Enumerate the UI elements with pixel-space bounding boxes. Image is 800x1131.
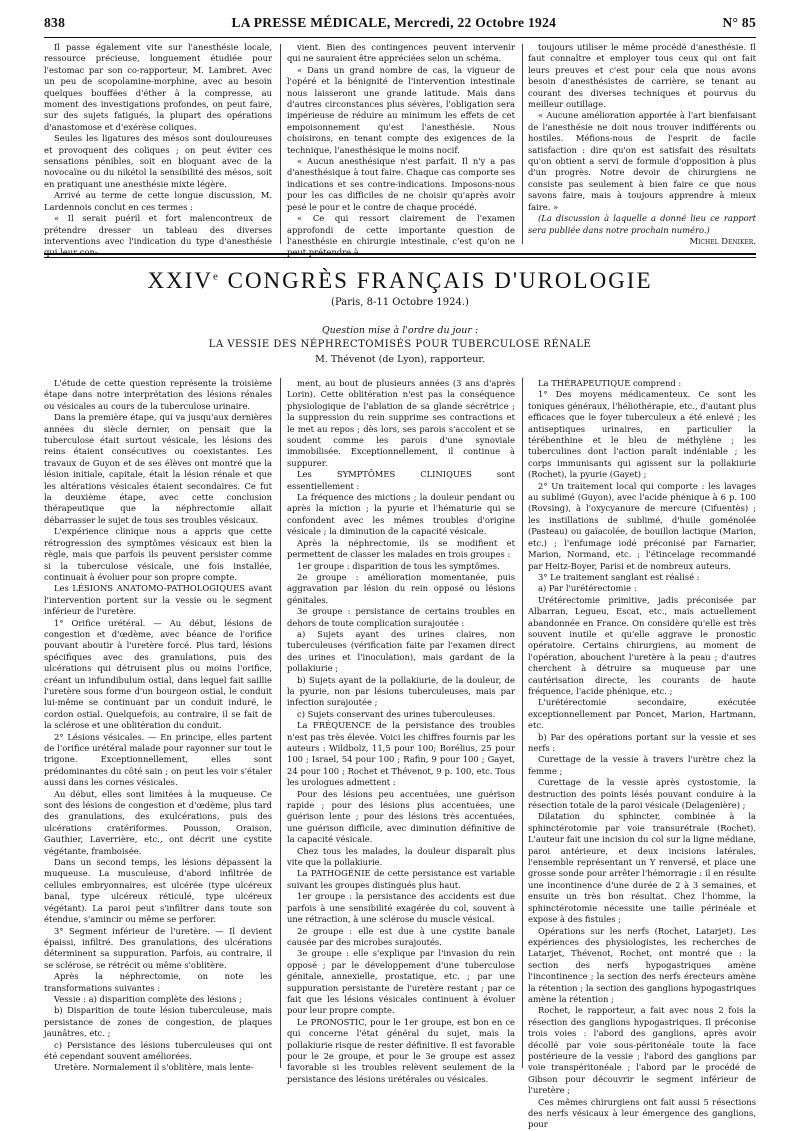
paragraph: b) Disparition de toute lésion tuberculeuse, mais persistance de zones de congestion, de plaques jaunâtres, etc. ; [44, 1005, 272, 1039]
paragraph: L'étude de cette question représente la troisième étape dans notre interprétation des lésions rénales ou vésicales au cours de la tuberculose urinaire. [44, 378, 272, 411]
top-column-2 [287, 42, 515, 258]
paragraph: 3e groupe : persistance de certains troubles en dehors de toute complication surajoutée : [287, 606, 515, 628]
paragraph: Rochet, le rapporteur, a fait avec nous 2 fois la résection des ganglions hypogastriques. Il préconise trois voies : l'abord des ganglions, après avoir décollé par voie sous-péritonéale toute la face postérieure de la vessie ; l'abord des ganglions par voie transpéritonéale ; l'abord par le procédé de Gibson pour découvrir le segment inférieur de l'uretère ; [528, 1005, 756, 1096]
paragraph: 2° Un traitement local qui comporte : les lavages au sublimé (Guyon), avec l'acide phénique à 6 p. 100 (Rovsing), à l'oxycyanure de mercure (Cifuentès) ; les instillations de sublimé, d'huile goménolée (Pasteau) ou gaïacolée, de bouillon lactique (Marion, etc.) ; l'enfumage iodé préconisé par Farnarier, Marion, Normand, etc. ; l'étincelage recommandé par Heitz-Boyer, Parisi et de nombreux auteurs. [528, 480, 756, 571]
paragraph: La fréquence des mictions ; la douleur pendant ou après la miction ; la pyurie et l'hématurie qui se confondent avec les mêmes troubles d'origine vésicale ; la diminution de la capacité vésicale. [287, 492, 515, 537]
journal-title: LA PRESSE MÉDICALE, Mercredi, 22 Octobre 1924 [231, 15, 557, 30]
question-label: Question mise à l'ordre du jour : [321, 325, 479, 336]
paragraph: Dans un second temps, les lésions dépassent la muqueuse. La musculeuse, d'abord infiltrée de cellules embryonnaires, est ulcérée (type ulcéreux banal, type ulcéreux réticulé, type ulcéreux végétant). La paroi peut s'infiltrer dans toute son étendue, s'amincir ou même se perforer. [44, 857, 272, 925]
column-divider [280, 378, 281, 1068]
running-header [44, 14, 756, 32]
paragraph: « Ce qui ressort clairement de l'examen approfondi de cette importante question de l'anesthésie en chirurgie intestinale, c'est qu'on ne peut prétendre à [287, 213, 515, 258]
issue-number: N° 85 [722, 15, 756, 30]
title-superscript: e [212, 270, 220, 283]
paragraph: Au début, elles sont limitées à la muqueuse. Ce sont des lésions de congestion et d'œdème, plus tard des granulations, des exulcérations, puis des ulcérations cratériformes. Pousson, Oraison, Gauthier, Laverrière, etc., ont décrit une cystite végétante, framboisée. [44, 788, 272, 856]
paragraph: c) Sujets conservant des urines tuberculeuses. [297, 708, 496, 719]
paragraph: Arrivé au terme de cette longue discussion, M. Lardennois conclut en ces termes : [44, 190, 272, 212]
top-column-3 [528, 42, 756, 248]
paragraph: « Il serait puéril et fort malencontreux de prétendre dresser un tableau des diverses interventions avec l'indication du type d'anesthésie qui leur con- [44, 213, 272, 258]
header-rule [44, 37, 756, 38]
paragraph: Les SYMPTÔMES CLINIQUES sont essentiellement : [287, 469, 515, 491]
paragraph: Pour des lésions peu accentuées, une guérison rapide ; pour des lésions plus accentuées, une guérison lente ; pour des lésions très accentuées, une guérison difficile, avec diminution définitive de la capacité vésicale. [287, 788, 515, 845]
paragraph: ment, au bout de plusieurs années (3 ans d'après Lorin). Cette oblitération n'est pas la conséquence physiologique de l'ablation de sa glande sécrétrice ; la suppression du rein supprime ses contractions et le met au repos ; dès lors, ses parois s'accolent et se soudent comme les parois d'une synoviale immobilisée. Exceptionnellement, il continue à suppurer. [287, 378, 515, 468]
paragraph: La FRÉQUENCE de la persistance des troubles n'est pas très élevée. Voici les chiffres fournis par les auteurs : Wildbolz, 11,5 pour 100; Borélius, 25 pour 100 ; Israel, 54 pour 100 ; Rafin, 9 pour 100 ; Gayet, 24 pour 100 ; Rochet et Thévenot, 9 p. 100, etc. Tous les urologues admettent : [287, 720, 515, 788]
paragraph: b) Sujets ayant de la pollakiurie, de la douleur, de la pyurie, non par lésions tuberculeuses, mais par infection surajoutée ; [287, 674, 515, 708]
top-column-1 [44, 42, 272, 258]
bottom-column-1 [44, 378, 272, 1073]
paragraph: Après la néphrectomie, on note les transformations suivantes : [44, 971, 272, 993]
page-number: 838 [44, 15, 66, 30]
paragraph: (La discussion à laquelle a donné lieu ce rapport sera publiée dans notre prochain numéro.) [528, 213, 756, 235]
column-divider [522, 44, 523, 244]
paragraph: Chez tous les malades, la douleur disparaît plus vite que la pollakiurie. [287, 845, 515, 868]
section-rule-thin [44, 257, 756, 258]
paragraph: Curettage de la vessie à travers l'urètre chez la femme ; [528, 754, 756, 776]
paragraph: Uretère. Normalement il s'oblitère, mais lente- [54, 1062, 254, 1073]
paragraph: Après la néphrectomie, ils se modifient et permettent de classer les malades en trois groupes : [287, 537, 515, 560]
paragraph: Dilatation du sphincter, combinée à la sphinctérotomie par voie transurétrale (Rochet). L'auteur fait une incision du col sur la ligne médiane, paroi antérieure, et deux incisions latérales, l'ensemble représentant un Y renversé, et place une grosse sonde pour arrêter l'hémorragie : il en résulte une incontinence d'une durée de 2 à 3 semaines, et ensuite un très bon résultat. Chez l'homme, la sphinctérotomie nécessite une taille périnéale et expose à des fistules ; [528, 811, 756, 925]
paragraph: « Aucun anesthésique n'est parfait. Il n'y a pas d'anesthésique à tout faire. Chaque cas comporte ses indications et ses contre-indications. Imposons-nous pour les cas difficiles de ne choisir qu'après avoir pesé le pour et le contre de chaque procédé. [287, 156, 515, 212]
paragraph: a) Par l'urétérectomie : [538, 583, 637, 594]
paragraph: Ces mêmes chirurgiens ont fait aussi 5 résections des nerfs vésicaux à leur émergence des ganglions, pour [528, 1096, 756, 1130]
rapporteur: M. Thévenot (de Lyon), rapporteur. [315, 354, 485, 365]
paragraph: Dans la première étape, qui va jusqu'aux dernières années du siècle dernier, on pensait que la tuberculose était surtout vésicale, les lésions des reins étaient consécutives ou coexistantes. Les travaux de Guyon et de ses élèves ont montré que la lésion initiale, capitale, était la lésion rénale et que les altérations vésicales étaient secondaires. Ce fut la deuxième étape, avec cette conclusion thérapeutique que la néphrectomie allait débarrasser le sujet de tous ses troubles vésicaux. [44, 412, 272, 525]
bottom-column-3 [528, 378, 756, 1130]
paragraph: 1er groupe : la persistance des accidents est due parfois à une sensibilité exagérée du col, souvent à une rétraction, à une sclérose du muscle vésical. [287, 891, 515, 925]
question-title: LA VESSIE DES NÉPHRECTOMISÉS POUR TUBERCULOSE RÉNALE [208, 339, 592, 350]
paragraph: Seules les ligatures des mésos sont douloureuses et provoquent des coliques ; on peut éviter ces sensations pénibles, soit en bloquant avec de la novocaïne ou du nikétol la sensibilité des mésos, soit en pratiquant une anesthésie mixte légère. [44, 133, 272, 189]
paragraph: b) Par des opérations portant sur la vessie et ses nerfs : [528, 731, 756, 753]
paragraph: La PATHOGÉNIE de cette persistance est variable suivant les groupes distingués plus haut. [287, 868, 515, 890]
paragraph: L'urétérectomie secondaire, exécutée exceptionnellement par Poncet, Marion, Hartmann, etc. [528, 697, 756, 731]
paragraph: « Aucune amélioration apportée à l'art bienfaisant de l'anesthésie ne doit nous trouver indifférents ou hostiles. Méfions-nous de l'esprit de facile satisfaction : dire qu'on est satisfait des résultats qu'on obtient a servi de formule d'opposition à plus d'un progrès. Notre devoir de chirurgiens ne consiste pas seulement à bien faire ce que nous savons faire, mais à toujours apprendre à mieux faire. » [528, 110, 756, 212]
paragraph: 1° Des moyens médicamenteux. Ce sont les toniques généraux, l'héliothérapie, etc., d'autant plus efficaces que le foyer tuberculeux a été enlevé ; les antiseptiques urinaires, en particulier la térébenthine et le bleu de méthylène ; les tuberculines dont l'action paraît indéniable ; les corps immunisants qui agissent sur la pollakiurie (Rochet), la pyurie (Gayet) ; [528, 389, 756, 480]
paragraph: Il passe également vite sur l'anesthésie locale, ressource précieuse, longuement étudiée pour l'estomac par son co-rapporteur, M. Lambret. Avec un peu de scopolamine-morphine, avec au besoin quelques bouffées d'éther à la compresse, au moment des investigations profondes, on peut faire, sur des sujets fatigués, la plupart des opérations d'anastomose et d'exérèse coliques. [44, 42, 272, 132]
column-divider [280, 44, 281, 244]
paragraph: Vessie : a) disparition complète des lésions ; [54, 993, 242, 1004]
paragraph: vient. Bien des contingences peuvent intervenir qui ne sauraient être appréciées selon un schéma. [287, 42, 515, 64]
paragraph: « Dans un grand nombre de cas, la vigueur de l'opéré et la bénignité de l'intervention intestinale nous laisseront une grande latitude. Mais dans d'autres circonstances plus sévères, l'obligation sera impérieuse de réduire au minimum les effets de cet empoisonnement qu'est l'anesthésie. Nous choisirons, en tenant compte des exigences de la technique, l'anesthésique le moins nocif. [287, 64, 515, 155]
paragraph: toujours utiliser le même procédé d'anesthésie. Il faut connaître et employer tous ceux qui ont fait leurs preuves et c'est pour cela que nous avons besoin d'anesthésistes de carrière, se tenant au courant des diverses techniques et pourvus du meilleur outillage. [528, 42, 756, 110]
paragraph: 2e groupe : elle est due à une cystite banale causée par des microbes surajoutés. [287, 925, 515, 947]
column-divider [522, 378, 523, 1068]
paragraph: Opérations sur les nerfs (Rochet, Latarjet). Les expériences des physiologistes, les recherches de Latarjet, Thévenot, Rochet, ont montré que : la section des nerfs hypogastriques amène l'incontinence ; la section des nerfs érecteurs amène la rétention ; la section des ganglions hypogastriques amène la rétention ; [528, 925, 756, 1004]
title-numeral: XXIV [147, 268, 213, 293]
paragraph: 3° Segment inférieur de l'uretère. — Il devient épaissi, infiltré. Des granulations, des ulcérations déterminent sa suppuration. Parfois, au contraire, il se sclérose, se rétrécit ou même s'oblitère. [44, 925, 272, 970]
paragraph: 1° Orifice urétéral. — Au début, lésions de congestion et d'œdème, avec béance de l'orifice pouvant aboutir à l'uretère forcé. Plus tard, lésions spécifiques avec des granulations, puis des ulcérations qui détruisent plus ou moins l'orifice, créant un infundibulum ostial, dans lequel fait saillie l'uretère sous forme d'un bourgeon ostial, le conduit lui-même se continuant par un conduit induré, le cordon ostial. Quelquefois, au contraire, il se fait de la sclérose et une oblitération du conduit. [44, 617, 272, 731]
paragraph: c) Persistance des lésions tuberculeuses qui ont été cependant souvent améliorées. [44, 1039, 272, 1061]
author-signature: Michel Deniker. [689, 235, 756, 246]
section-rule [44, 253, 756, 255]
paragraph: L'expérience clinique nous a appris que cette rétrogression des symptômes vésicaux est bien la règle, mais que parfois ils peuvent persister comme si la tuberculose vésicale, une fois installée, continuait à évoluer pour son propre compte. [44, 526, 272, 582]
paragraph: 3e groupe : elle s'explique par l'invasion du rein opposé ; par le développement d'une tuberculose génitale, annexielle, prostatique, etc. ; par une suppuration persistante de l'uretère restant ; par ce fait que les lésions vésicales continuent à évoluer pour leur propre compte. [287, 948, 515, 1016]
paragraph: La THÉRAPEUTIQUE comprend : [538, 378, 682, 388]
article-subtitle: (Paris, 8-11 Octobre 1924.) [331, 297, 469, 308]
paragraph: Curettage de la vessie après cystostomie, la destruction des points lésés pouvant conduire à la résection totale de la paroi vésicale (Delagenière) ; [528, 777, 756, 811]
bottom-column-2 [287, 378, 515, 1084]
paragraph: 3° Le traitement sanglant est réalisé : [538, 571, 700, 582]
paragraph: Urétérectomie primitive, jadis préconisée par Albarran, Legueu, Escat, etc., mais actuellement abandonnée en France. On considère qu'elle est très souvent inutile et qu'elle aggrave le pronostic opératoire. Certains chirurgiens, au moment de l'opération, abouchent l'uretère à la peau ; d'autres cherchent à détruire sa muqueuse par une cautérisation directe, les courants de haute fréquence, l'acide phénique, etc. ; [528, 594, 756, 696]
title-text: CONGRÈS FRANÇAIS D'UROLOGIE [219, 268, 653, 293]
paragraph: 2° Lésions vésicales. — En principe, elles partent de l'orifice urétéral malade pour rayonner sur tout le trigone. Exceptionnellement, elles sont prédominantes du côté sain ; on peut les voir s'étaler aussi dans les cornes vésicales. [44, 731, 272, 788]
paragraph: 1er groupe : disparition de tous les symptômes. [297, 560, 500, 571]
paragraph: Les LÉSIONS ANATOMO-PATHOLOGIQUES avant l'intervention portent sur la vessie ou le segment inférieur de l'uretère. [44, 583, 272, 617]
article-title [44, 268, 756, 294]
paragraph: a) Sujets ayant des urines claires, non tuberculeuses (vérification faite par l'examen direct des urines et l'inoculation), mais gardant de la pollakiurie ; [287, 628, 515, 674]
paragraph: Le PRONOSTIC, pour le 1er groupe, est bon en ce qui concerne l'état général du sujet, mais la pollakiurie risque de rester définitive. Il est favorable pour le 2e groupe, et pour le 3e groupe est assez favorable si les troubles relèvent seulement de la persistance des lésions urétérales ou vésicales. [287, 1016, 515, 1084]
paragraph: 2e groupe : amélioration momentanée, puis aggravation par lésion du rein opposé ou lésions génitales. [287, 571, 515, 605]
